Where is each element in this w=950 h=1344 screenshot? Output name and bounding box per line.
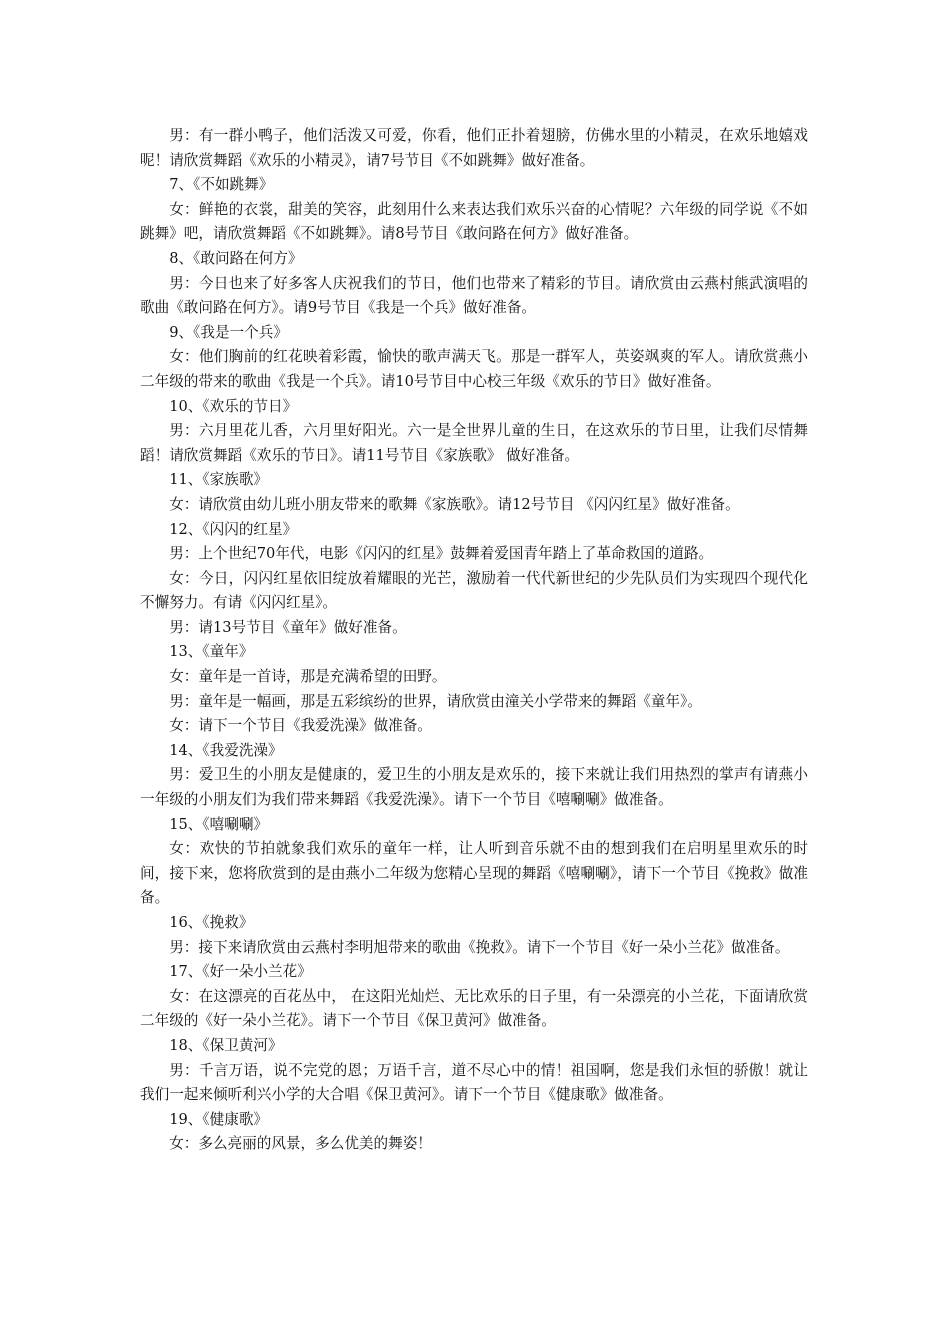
script-paragraph: 女：请欣赏由幼儿班小朋友带来的歌舞《家族歌》。请12号节目 《闪闪红星》做好准备。	[169, 495, 740, 513]
script-paragraph: 男：有一群小鸭子，他们活泼又可爱，你看，他们正扑着翅膀，仿佛水里的小精灵，在欢乐地嬉戏呢！请欣赏舞蹈《欢乐的小精灵》，请7号节目《不如跳舞》做好准备。	[140, 127, 808, 169]
document-page	[140, 124, 808, 1157]
program-item-heading: 13、《童年》	[169, 643, 254, 661]
program-item-heading: 7、《不如跳舞》	[169, 176, 274, 194]
script-paragraph: 女：今日，闪闪红星依旧绽放着耀眼的光芒，激励着一代代新世纪的少先队员们为实现四个现代化不懈努力。有请《闪闪红星》。	[140, 569, 808, 612]
program-item-heading: 14、《我爱洗澡》	[169, 741, 283, 759]
script-paragraph: 女：鲜艳的衣裳，甜美的笑容，此刻用什么来表达我们欢乐兴奋的心情呢？六年级的同学说《不如跳舞》吧，请欣赏舞蹈《不如跳舞》。请8号节目《敢问路在何方》做好准备。	[140, 200, 808, 243]
script-paragraph: 男：童年是一幅画，那是五彩缤纷的世界，请欣赏由潼关小学带来的舞蹈《童年》。	[169, 692, 702, 710]
program-item-heading: 17、《好一朵小兰花》	[169, 963, 312, 981]
script-paragraph: 男：上个世纪70年代，电影《闪闪的红星》鼓舞着爱国青年踏上了革命救国的道路。	[169, 545, 714, 563]
script-paragraph: 女：在这漂亮的百花丛中， 在这阳光灿烂、无比欢乐的日子里，有一朵漂亮的小兰花，下面请欣赏二年级的《好一朵小兰花》。请下一个节目《保卫黄河》做准备。	[140, 987, 808, 1030]
script-paragraph: 男：爱卫生的小朋友是健康的，爱卫生的小朋友是欢乐的，接下来就让我们用热烈的掌声有请燕小一年级的小朋友们为我们带来舞蹈《我爱洗澡》。请下一个节目《嘻唰唰》做准备。	[140, 766, 808, 809]
script-paragraph: 女：他们胸前的红花映着彩霞，愉快的歌声满天飞。那是一群军人，英姿飒爽的军人。请欣赏燕小二年级的带来的歌曲《我是一个兵》。请10号节目中心校三年级《欢乐的节日》做好准备。	[140, 348, 808, 390]
program-item-heading: 15、《嘻唰唰》	[169, 815, 269, 833]
program-item-heading: 12、《闪闪的红星》	[169, 520, 298, 538]
script-paragraph: 男：请13号节目《童年》做好准备。	[169, 618, 407, 636]
program-item-heading: 19、《健康歌》	[169, 1110, 269, 1128]
script-paragraph: 男：接下来请欣赏由云燕村李明旭带来的歌曲《挽救》。请下一个节目《好一朵小兰花》做准备。	[169, 938, 790, 956]
script-paragraph: 男：千言万语，说不完党的恩；万语千言，道不尽心中的情！祖国啊，您是我们永恒的骄傲！就让我们一起来倾听利兴小学的大合唱《保卫黄河》。请下一个节目《健康歌》做准备。	[140, 1061, 808, 1104]
program-item-heading: 9、《我是一个兵》	[169, 323, 288, 341]
script-paragraph: 女：多么亮丽的风景，多么优美的舞姿！	[169, 1135, 432, 1153]
script-paragraph: 男：六月里花儿香，六月里好阳光。六一是全世界儿童的生日，在这欢乐的节日里，让我们尽情舞蹈！请欣赏舞蹈《欢乐的节日》。请11号节目《家族歌》 做好准备。	[140, 422, 808, 464]
script-paragraph: 女：童年是一首诗，那是充满希望的田野。	[169, 668, 447, 686]
program-item-heading: 8、《敢问路在何方》	[169, 249, 303, 267]
program-item-heading: 18、《保卫黄河》	[169, 1036, 283, 1054]
script-paragraph: 男：今日也来了好多客人庆祝我们的节日，他们也带来了精彩的节目。请欣赏由云燕村熊武演唱的歌曲《敢问路在何方》。请9号节目《我是一个兵》做好准备。	[140, 274, 808, 317]
program-item-heading: 11、《家族歌》	[169, 471, 269, 489]
script-paragraph: 女：请下一个节目《我爱洗澡》做准备。	[169, 717, 432, 735]
script-paragraph: 女：欢快的节拍就象我们欢乐的童年一样，让人听到音乐就不由的想到我们在启明星里欢乐的时间，接下来，您将欣赏到的是由燕小二年级为您精心呈现的舞蹈《嘻唰唰》，请下一个节目《挽救》做准备。	[140, 840, 808, 907]
program-item-heading: 16、《挽救》	[169, 914, 254, 931]
program-item-heading: 10、《欢乐的节日》	[169, 397, 298, 415]
